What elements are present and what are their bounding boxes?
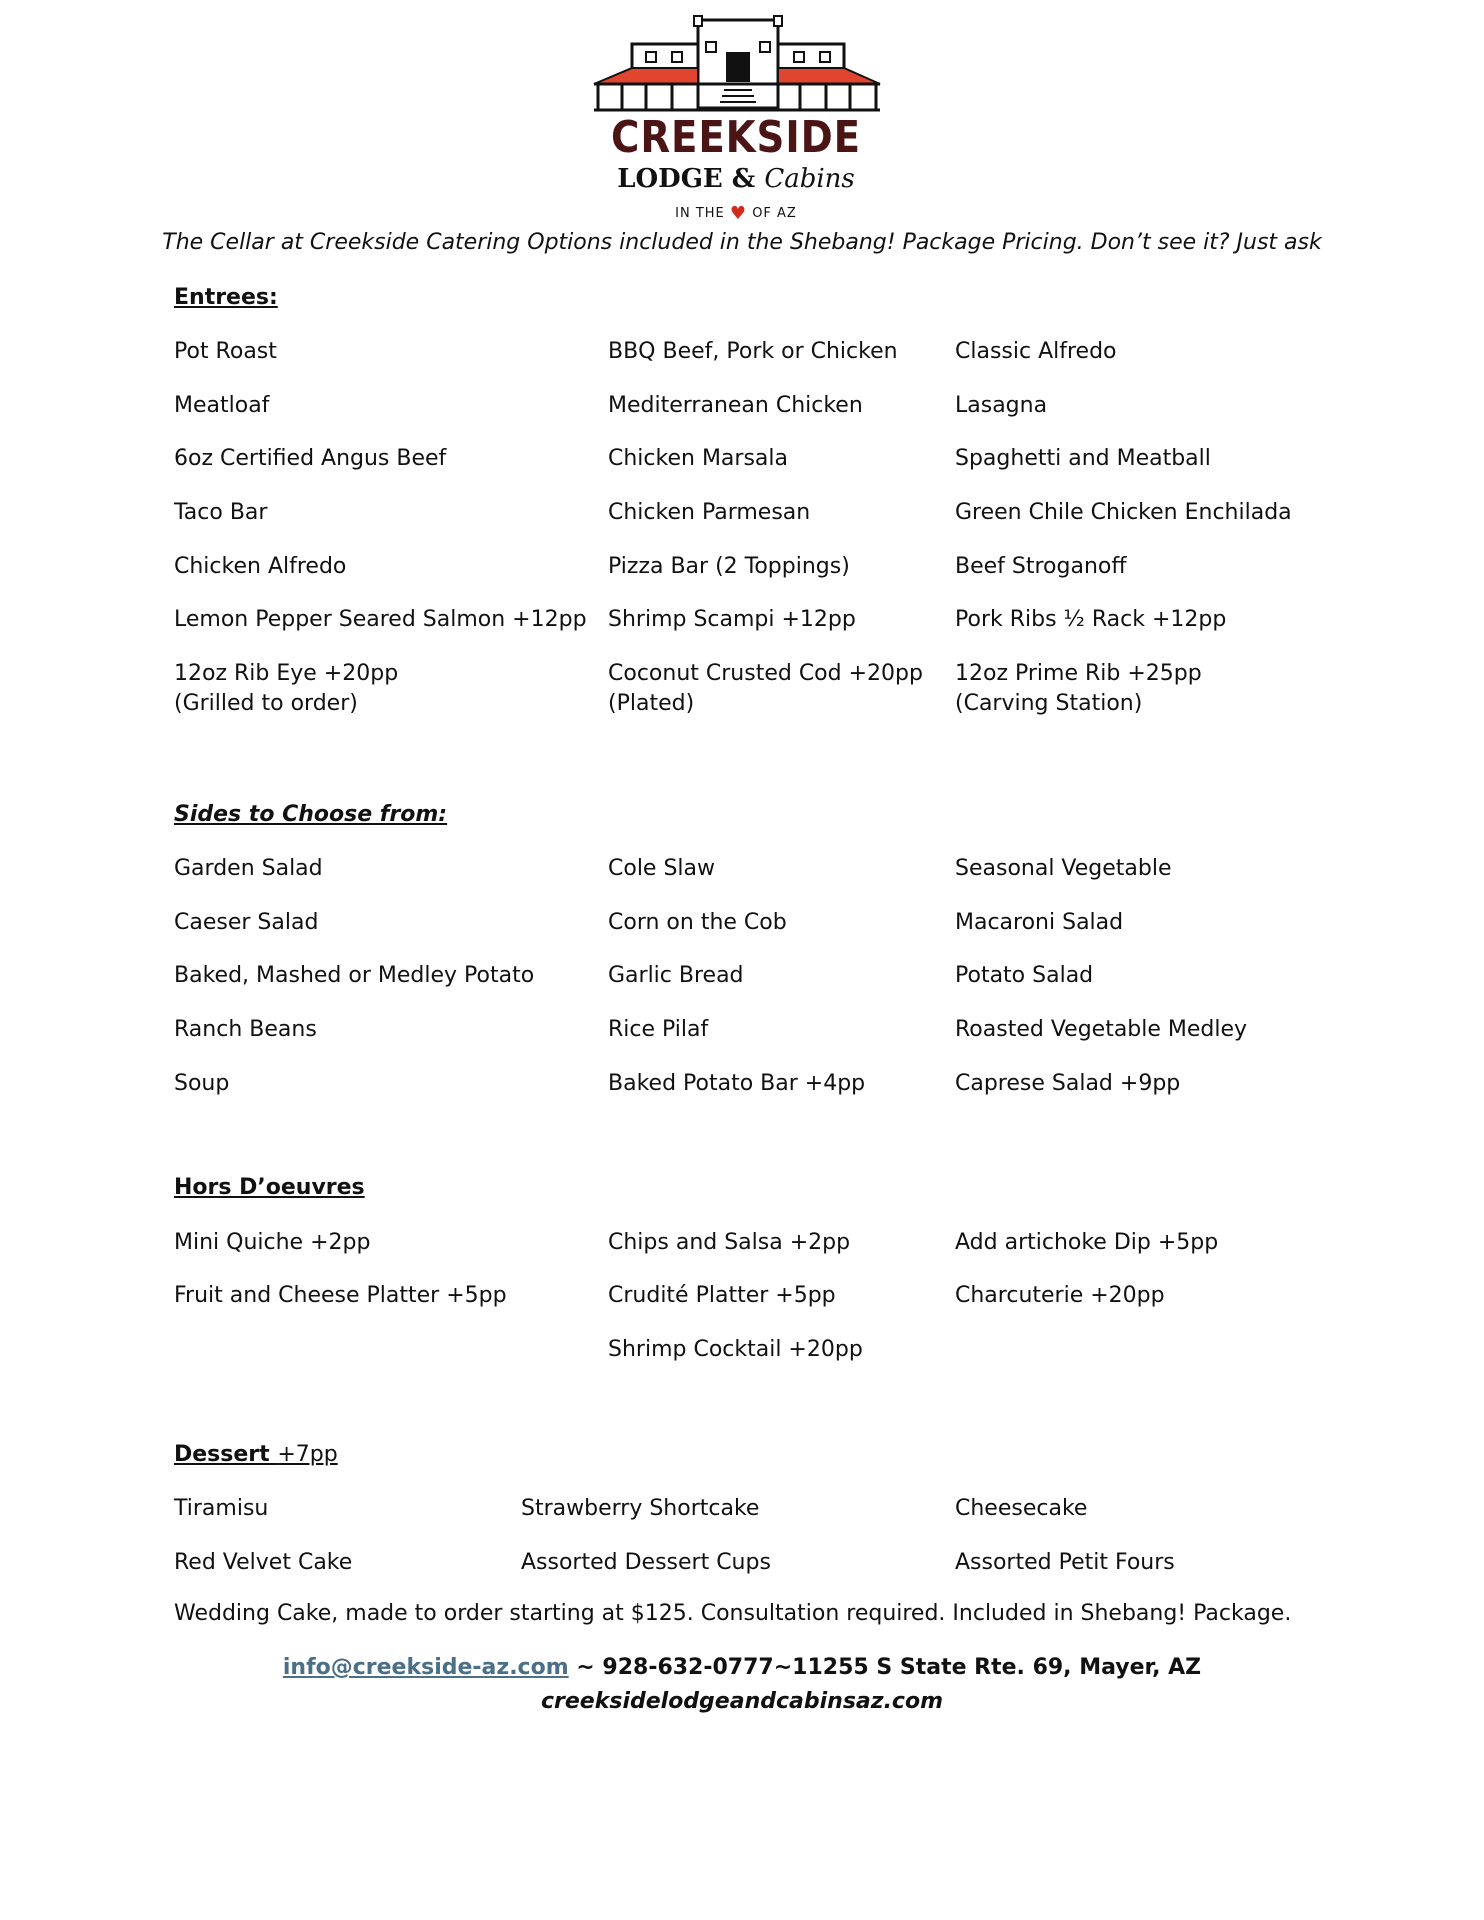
list-item: Coconut Crusted Cod +20pp	[608, 661, 923, 686]
list-item: Crudité Platter +5pp	[608, 1283, 836, 1308]
list-item: Taco Bar	[174, 500, 268, 525]
logo-subline: LODGE & Cabins	[617, 164, 855, 194]
list-item: Garlic Bread	[608, 963, 744, 988]
list-item: Garden Salad	[174, 856, 323, 881]
list-item: Classic Alfredo	[955, 339, 1117, 364]
dessert-price: +7pp	[277, 1442, 338, 1467]
list-item: Caprese Salad +9pp	[955, 1071, 1181, 1096]
list-item: BBQ Beef, Pork or Chicken	[608, 339, 898, 364]
list-item: Shrimp Scampi +12pp	[608, 607, 856, 632]
list-item: Cole Slaw	[608, 856, 716, 881]
contact-details: ~ 928-632-0777~11255 S State Rte. 69, Mayer, AZ	[568, 1655, 1202, 1680]
list-item: Assorted Dessert Cups	[521, 1550, 771, 1575]
list-item: Lasagna	[955, 393, 1048, 418]
contact-line	[0, 1655, 1484, 1680]
list-item: Chicken Alfredo	[174, 554, 347, 579]
list-item: Add artichoke Dip +5pp	[955, 1230, 1219, 1255]
dessert-heading: Dessert +7pp	[174, 1442, 338, 1467]
hors-doeuvres-heading: Hors D’oeuvres	[174, 1175, 365, 1200]
list-item-note: (Grilled to order)	[174, 691, 358, 716]
list-item: Caeser Salad	[174, 910, 319, 935]
list-item: Seasonal Vegetable	[955, 856, 1172, 881]
list-item: Tiramisu	[174, 1496, 269, 1521]
list-item: 12oz Rib Eye +20pp	[174, 661, 399, 686]
list-item: Meatloaf	[174, 393, 270, 418]
heart-icon: ♥	[729, 203, 748, 224]
page-subtitle: The Cellar at Creekside Catering Options included in the Shebang! Package Pricing. Don’t see it? Just ask	[162, 230, 1322, 255]
creekside-logo	[588, 14, 884, 224]
list-item: Beef Stroganoff	[955, 554, 1127, 579]
wedding-cake-note: Wedding Cake, made to order starting at $125. Consultation required. Included in Shebang! Package.	[174, 1601, 1292, 1626]
list-item: Baked, Mashed or Medley Potato	[174, 963, 535, 988]
list-item: Pork Ribs ½ Rack +12pp	[955, 607, 1227, 632]
list-item: Chicken Parmesan	[608, 500, 811, 525]
list-item: Baked Potato Bar +4pp	[608, 1071, 866, 1096]
list-item: Charcuterie +20pp	[955, 1283, 1165, 1308]
list-item: Ranch Beans	[174, 1017, 317, 1042]
list-item: Green Chile Chicken Enchilada	[955, 500, 1292, 525]
list-item: Red Velvet Cake	[174, 1550, 353, 1575]
list-item: Chicken Marsala	[608, 446, 788, 471]
list-item: Assorted Petit Fours	[955, 1550, 1175, 1575]
list-item: Strawberry Shortcake	[521, 1496, 760, 1521]
list-item: Cheesecake	[955, 1496, 1088, 1521]
list-item: Potato Salad	[955, 963, 1094, 988]
list-item: Roasted Vegetable Medley	[955, 1017, 1248, 1042]
list-item: 12oz Prime Rib +25pp	[955, 661, 1202, 686]
list-item: Lemon Pepper Seared Salmon +12pp	[174, 607, 587, 632]
email-link[interactable]: info@creekside-az.com	[282, 1655, 569, 1680]
list-item: Corn on the Cob	[608, 910, 787, 935]
list-item: Shrimp Cocktail +20pp	[608, 1337, 863, 1362]
list-item: Mini Quiche +2pp	[174, 1230, 371, 1255]
entrees-heading: Entrees:	[174, 285, 278, 310]
list-item: Spaghetti and Meatball	[955, 446, 1211, 471]
list-item: Fruit and Cheese Platter +5pp	[174, 1283, 507, 1308]
logo-tagline: IN THE ♥ OF AZ	[675, 203, 797, 224]
logo-wordmark: CREEKSIDE	[611, 112, 861, 163]
list-item: Pizza Bar (2 Toppings)	[608, 554, 850, 579]
list-item-note: (Carving Station)	[955, 691, 1143, 716]
list-item: Chips and Salsa +2pp	[608, 1230, 851, 1255]
list-item: Rice Pilaf	[608, 1017, 709, 1042]
list-item: Macaroni Salad	[955, 910, 1124, 935]
list-item: Soup	[174, 1071, 230, 1096]
list-item: 6oz Certified Angus Beef	[174, 446, 447, 471]
list-item-note: (Plated)	[608, 691, 695, 716]
list-item: Pot Roast	[174, 339, 277, 364]
list-item: Mediterranean Chicken	[608, 393, 863, 418]
sides-heading: Sides to Choose from:	[174, 802, 448, 827]
website-text: creeksidelodgeandcabinsaz.com	[540, 1689, 943, 1714]
